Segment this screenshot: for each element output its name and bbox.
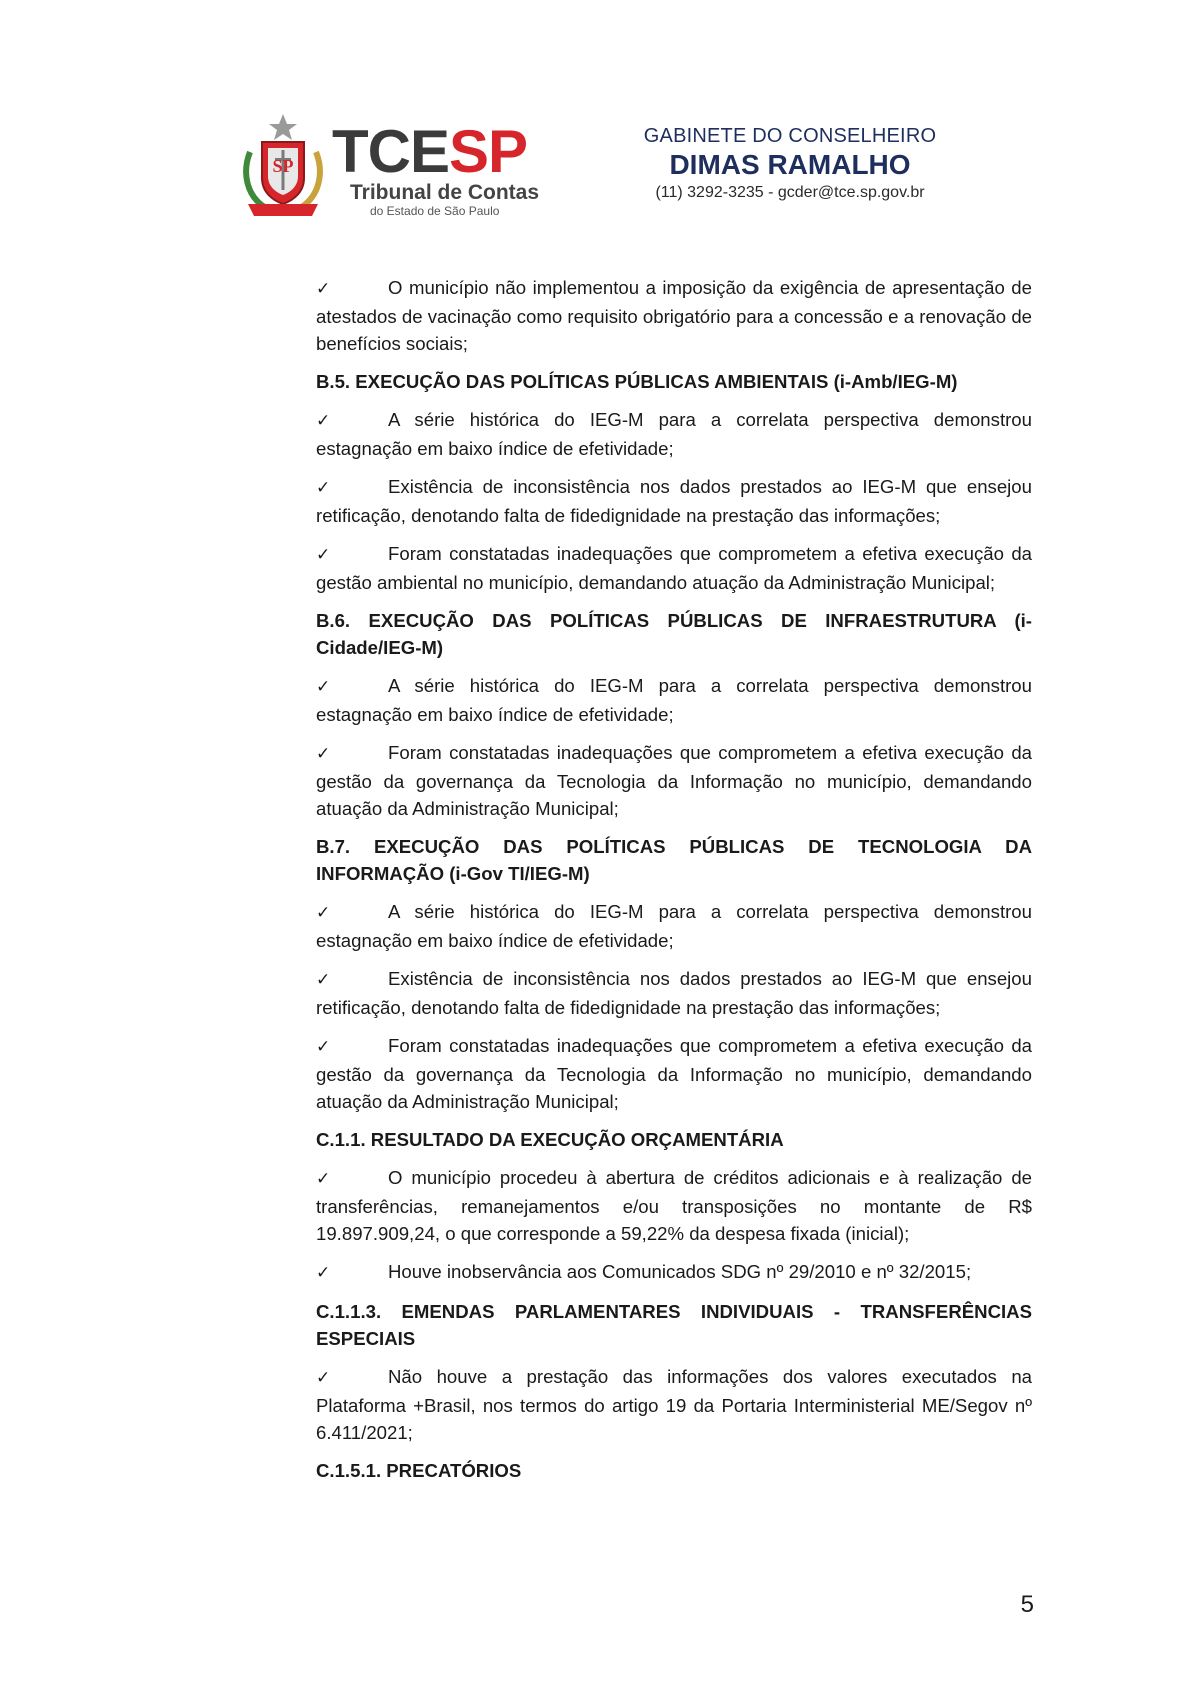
section-heading: B.5. EXECUÇÃO DAS POLÍTICAS PÚBLICAS AMBIENTAIS (i-Amb/IEG-M) [316, 371, 958, 392]
coat-of-arms-icon [240, 112, 326, 222]
section-heading: C.1.1.3. EMENDAS PARLAMENTARES INDIVIDUAIS - TRANSFERÊNCIAS ESPECIAIS [316, 1301, 1032, 1349]
section-heading: B.6. EXECUÇÃO DAS POLÍTICAS PÚBLICAS DE INFRAESTRUTURA (i-Cidade/IEG-M) [316, 610, 1032, 658]
page-number: 5 [1020, 1591, 1034, 1618]
office-title: GABINETE DO CONSELHEIRO [643, 125, 937, 147]
logo-brand-tce: TCE [332, 118, 449, 185]
checkmark-icon: ✓ [316, 279, 331, 299]
list-item [316, 1032, 1032, 1115]
checkmark-icon: ✓ [316, 903, 331, 923]
list-item [316, 672, 1032, 728]
list-item-text: Existência de inconsistência nos dados prestados ao IEG-M que ensejou retificação, denotando falta de fidedignidade na prestação das informações; [316, 968, 1032, 1018]
checkmark-icon: ✓ [316, 545, 331, 565]
list-item [316, 1363, 1032, 1446]
logo-text [332, 118, 572, 218]
checkmark-icon: ✓ [316, 744, 331, 764]
list-item [316, 965, 1032, 1021]
list-item-text: O município procedeu à abertura de créditos adicionais e à realização de transferências, remanejamentos e/ou transposições no montante de R$ 19.897.909,24, o que corresponde a 59,22% da despesa fixada (inicial); [316, 1167, 1032, 1244]
emblem-letters: SP [272, 156, 294, 176]
office-block [610, 124, 970, 204]
office-contact: (11) 3292-3235 - gcder@tce.sp.gov.br [655, 184, 925, 201]
list-item-text: A série histórica do IEG-M para a correlata perspectiva demonstrou estagnação em baixo índice de efetividade; [316, 409, 1032, 459]
logo-subtitle: Tribunal de Contas [350, 181, 540, 204]
section-heading: B.7. EXECUÇÃO DAS POLÍTICAS PÚBLICAS DE TECNOLOGIA DA INFORMAÇÃO (i-Gov TI/IEG-M) [316, 836, 1032, 884]
section-heading: C.1.5.1. PRECATÓRIOS [316, 1460, 522, 1481]
list-item-text: Foram constatadas inadequações que comprometem a efetiva execução da gestão da governança da Tecnologia da Informação no município, demandando atuação da Administração Municipal; [316, 1035, 1032, 1112]
list-item [316, 473, 1032, 529]
list-item [316, 898, 1032, 954]
logo-brand-sp: SP [449, 118, 528, 185]
logo-subtitle-2: do Estado de São Paulo [370, 204, 500, 218]
checkmark-icon: ✓ [316, 1263, 331, 1283]
list-item [316, 1164, 1032, 1247]
checkmark-icon: ✓ [316, 677, 331, 697]
list-item [316, 1258, 1032, 1287]
list-item-text: Houve inobservância aos Comunicados SDG nº 29/2010 e nº 32/2015; [388, 1261, 972, 1282]
checkmark-icon: ✓ [316, 970, 331, 990]
checkmark-icon: ✓ [316, 478, 331, 498]
logo-brand [332, 118, 572, 185]
list-item-text: Não houve a prestação das informações dos valores executados na Plataforma +Brasil, nos termos do artigo 19 da Portaria Interministerial ME/Segov nº 6.411/2021; [316, 1366, 1032, 1443]
list-item-text: Foram constatadas inadequações que comprometem a efetiva execução da gestão da governança da Tecnologia da Informação no município, demandando atuação da Administração Municipal; [316, 742, 1032, 819]
checkmark-icon: ✓ [316, 1368, 331, 1388]
checkmark-icon: ✓ [316, 1169, 331, 1189]
list-item-text: Existência de inconsistência nos dados prestados ao IEG-M que ensejou retificação, denotando falta de fidedignidade na prestação das informações; [316, 476, 1032, 526]
checkmark-icon: ✓ [316, 1037, 331, 1057]
list-item-text: Foram constatadas inadequações que comprometem a efetiva execução da gestão ambiental no município, demandando atuação da Administração Municipal; [316, 543, 1032, 593]
list-item [316, 739, 1032, 822]
page-header [0, 0, 1200, 240]
document-body [316, 274, 1032, 1495]
list-item [316, 540, 1032, 596]
section-heading: C.1.1. RESULTADO DA EXECUÇÃO ORÇAMENTÁRIA [316, 1129, 784, 1150]
list-item-text: A série histórica do IEG-M para a correlata perspectiva demonstrou estagnação em baixo índice de efetividade; [316, 675, 1032, 725]
office-name: DIMAS RAMALHO [669, 149, 911, 180]
list-item-text: A série histórica do IEG-M para a correlata perspectiva demonstrou estagnação em baixo índice de efetividade; [316, 901, 1032, 951]
list-item [316, 274, 1032, 357]
checkmark-icon: ✓ [316, 411, 331, 431]
list-item [316, 406, 1032, 462]
tcesp-logo [240, 112, 570, 222]
list-item-text: O município não implementou a imposição da exigência de apresentação de atestados de vacinação como requisito obrigatório para a concessão e a renovação de benefícios sociais; [316, 277, 1032, 354]
